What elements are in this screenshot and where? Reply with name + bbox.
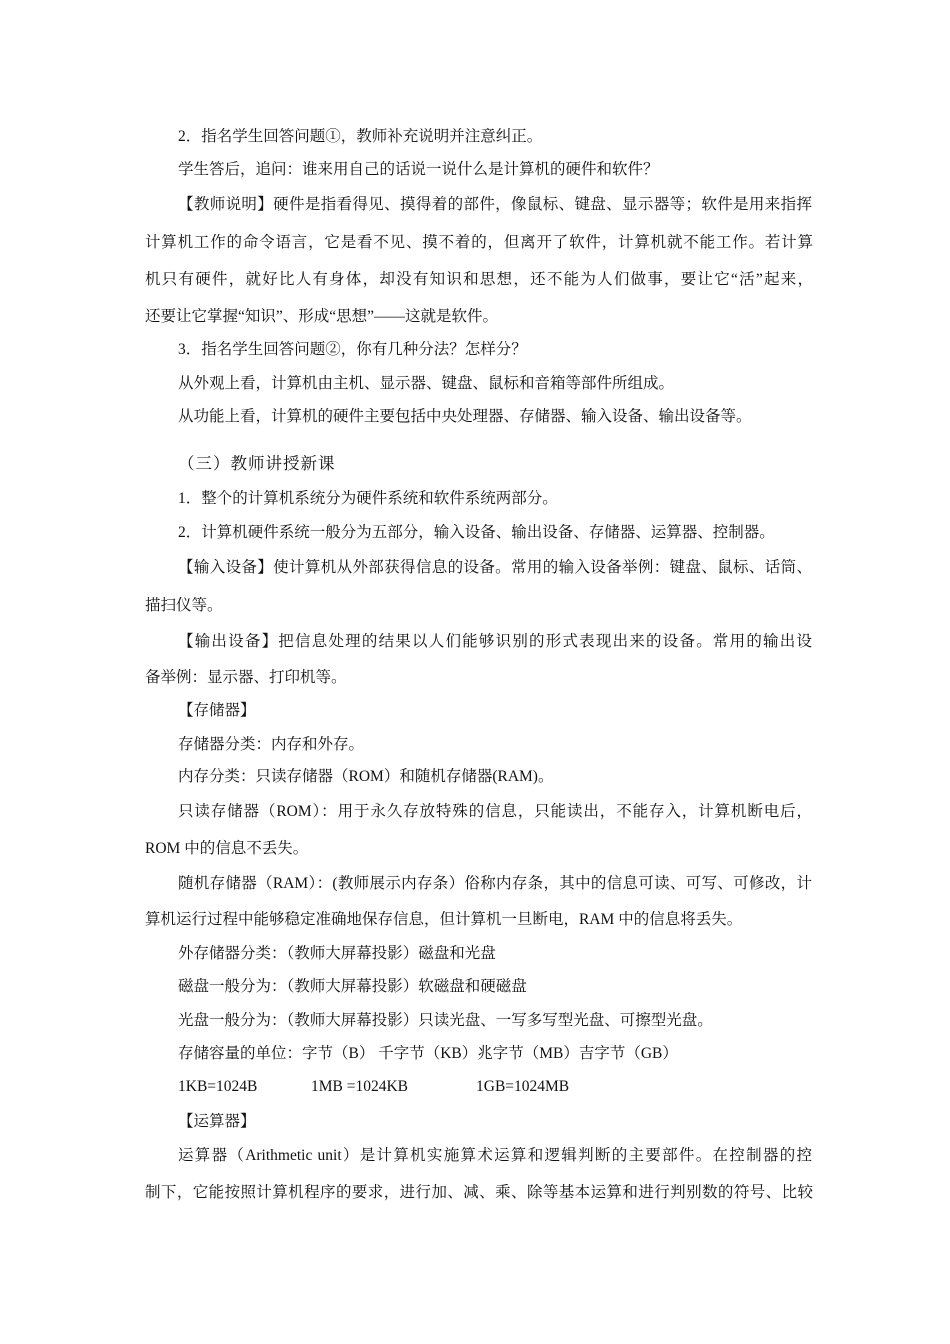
paragraph-line: 存储容量的单位：字节（B） 千字节（KB）兆字节（MB）吉字节（GB） [178,1045,678,1062]
paragraph-line: 磁盘一般分为：（教师大屏幕投影）软磁盘和硬磁盘 [178,978,527,995]
paragraph-line: 学生答后，追问：谁来用自己的话说一说什么是计算机的硬件和软件？ [178,161,659,178]
paragraph-line: 2．计算机硬件系统一般分为五部分，输入设备、输出设备、存储器、运算器、控制器。 [178,524,775,541]
paragraph-line: 从功能上看，计算机的硬件主要包括中央处理器、存储器、输入设备、输出设备等。 [178,408,752,425]
paragraph-line: 计算机工作的命令语言，它是看不见、摸不着的，但离开了软件，计算机就不能工作。若计算 [145,234,813,251]
conversion-gb: 1GB=1024MB [476,1078,570,1095]
subheading-storage: 【存储器】 [178,702,256,719]
subheading-alu: 【运算器】 [178,1113,256,1130]
paragraph-line: 【输出设备】把信息处理的结果以人们能够识别的形式表现出来的设备。常用的输出设 [178,633,812,650]
paragraph-line: 还要让它掌握“知识”、形成“思想”——这就是软件。 [145,308,499,325]
paragraph-line: 机只有硬件，就好比人有身体，却没有知识和思想，还不能为人们做事，要让它“活”起来， [145,271,813,288]
paragraph-line: 存储器分类：内存和外存。 [178,736,365,753]
paragraph-line: 随机存储器（RAM）：(教师展示内存条）俗称内存条，其中的信息可读、可写、可修改，计 [178,875,812,892]
conversion-mb: 1MB =1024KB [311,1078,409,1095]
paragraph-line: 内存分类：只读存储器（ROM）和随机存储器(RAM)。 [178,768,554,785]
paragraph-line: 3．指名学生回答问题②，你有几种分法？怎样分？ [178,341,527,358]
paragraph-line: 算机运行过程中能够稳定准确地保存信息，但计算机一旦断电，RAM 中的信息将丢失。 [145,911,743,928]
paragraph-line: 制下，它能按照计算机程序的要求，进行加、减、乘、除等基本运算和进行判别数的符号、比较 [145,1184,813,1201]
paragraph-line: 2．指名学生回答问题①，教师补充说明并注意纠正。 [178,128,543,145]
paragraph-line: 【输入设备】使计算机从外部获得信息的设备。常用的输入设备举例：键盘、鼠标、话筒、 [178,559,812,576]
paragraph-line: 从外观上看，计算机由主机、显示器、键盘、鼠标和音箱等部件所组成。 [178,375,675,392]
section-heading: （三）教师讲授新课 [178,454,336,473]
paragraph-line: 【教师说明】硬件是指看得见、摸得着的部件，像鼠标、键盘、显示器等；软件是用来指挥 [178,196,812,213]
paragraph-line: 运算器（Arithmetic unit）是计算机实施算术运算和逻辑判断的主要部件。在控制器的控 [178,1147,812,1164]
paragraph-line: 1．整个的计算机系统分为硬件系统和软件系统两部分。 [178,490,558,507]
paragraph-line: 只读存储器（ROM）：用于永久存放特殊的信息，只能读出，不能存入，计算机断电后， [178,803,812,820]
paragraph-line: ROM 中的信息不丢失。 [145,840,309,857]
paragraph-line: 描扫仪等。 [145,597,223,614]
paragraph-line: 外存储器分类：（教师大屏幕投影）磁盘和光盘 [178,945,496,962]
paragraph-line: 备举例：显示器、打印机等。 [145,669,347,686]
paragraph-line: 光盘一般分为：（教师大屏幕投影）只读光盘、一写多写型光盘、可擦型光盘。 [178,1012,713,1029]
conversion-kb: 1KB=1024B [178,1078,258,1095]
